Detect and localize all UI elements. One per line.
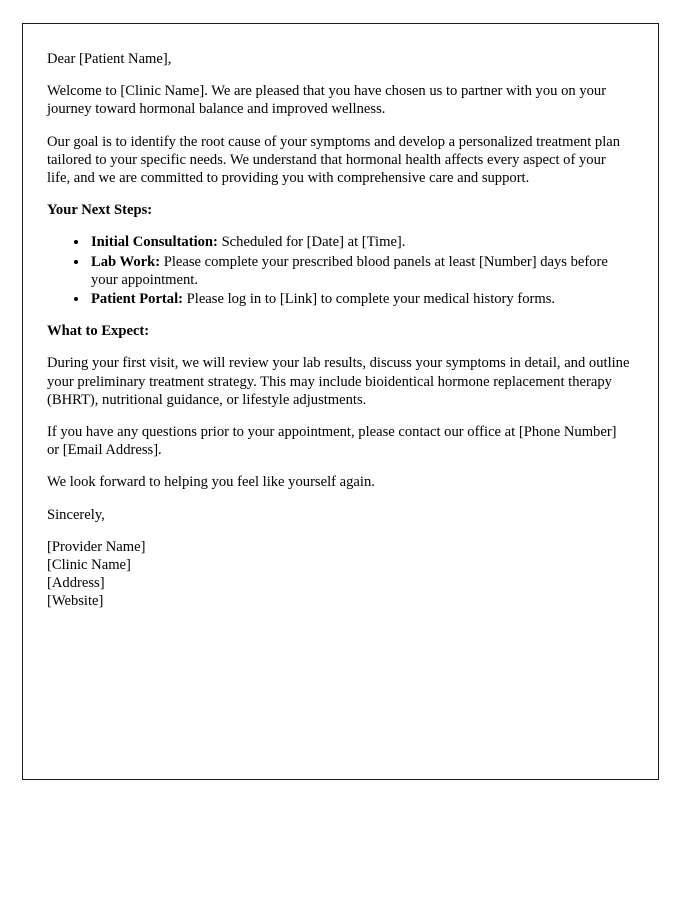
- list-item: [89, 253, 630, 289]
- list-item: [89, 290, 630, 308]
- paragraph-closing-line: We look forward to helping you feel like yourself again.: [47, 474, 375, 491]
- salutation: Dear [Patient Name],: [47, 51, 172, 67]
- list-item: [89, 233, 630, 251]
- letter-page: [22, 23, 659, 780]
- signature-address: [Address]: [47, 575, 105, 592]
- heading-next-steps: Your Next Steps:: [47, 202, 153, 219]
- paragraph-welcome: Welcome to [Clinic Name]. We are pleased that you have chosen us to partner with you on your journey toward hormonal balance and improved wellness.: [47, 83, 607, 118]
- next-steps-list: [47, 233, 630, 308]
- heading-what-to-expect: What to Expect:: [47, 323, 150, 340]
- signature-clinic-name: [Clinic Name]: [47, 557, 131, 574]
- signature-block: [47, 538, 630, 611]
- list-item-lead-in: Initial Consultation:: [91, 234, 218, 251]
- list-item-text: Please complete your prescribed blood panels at least [Number] days before your appointment.: [91, 253, 608, 288]
- list-item-text: Scheduled for [Date] at [Time].: [217, 234, 406, 251]
- paragraph-questions: If you have any questions prior to your appointment, please contact our office at [Phone Number] or [Email Address].: [47, 424, 617, 459]
- list-item-lead-in: Patient Portal:: [91, 291, 183, 308]
- list-item-text: Please log in to [Link] to complete your medical history forms.: [183, 291, 556, 308]
- sign-off: Sincerely,: [47, 506, 105, 523]
- letter-content: [23, 24, 658, 611]
- paragraph-goal: Our goal is to identify the root cause of your symptoms and develop a personalized treatment plan tailored to your specific needs. We understand that hormonal health affects every aspect of your life, and we are committed to providing you with comprehensive care and support.: [47, 133, 621, 187]
- list-item-lead-in: Lab Work:: [91, 253, 161, 270]
- signature-provider-name: [Provider Name]: [47, 538, 146, 555]
- paragraph-first-visit: During your first visit, we will review your lab results, discuss your symptoms in detail, and outline your preliminary treatment strategy. This may include bioidentical hormone replacement therapy (BHRT), nutritional guidance, or lifestyle adjustments.: [47, 355, 630, 408]
- signature-website: [Website]: [47, 593, 104, 610]
